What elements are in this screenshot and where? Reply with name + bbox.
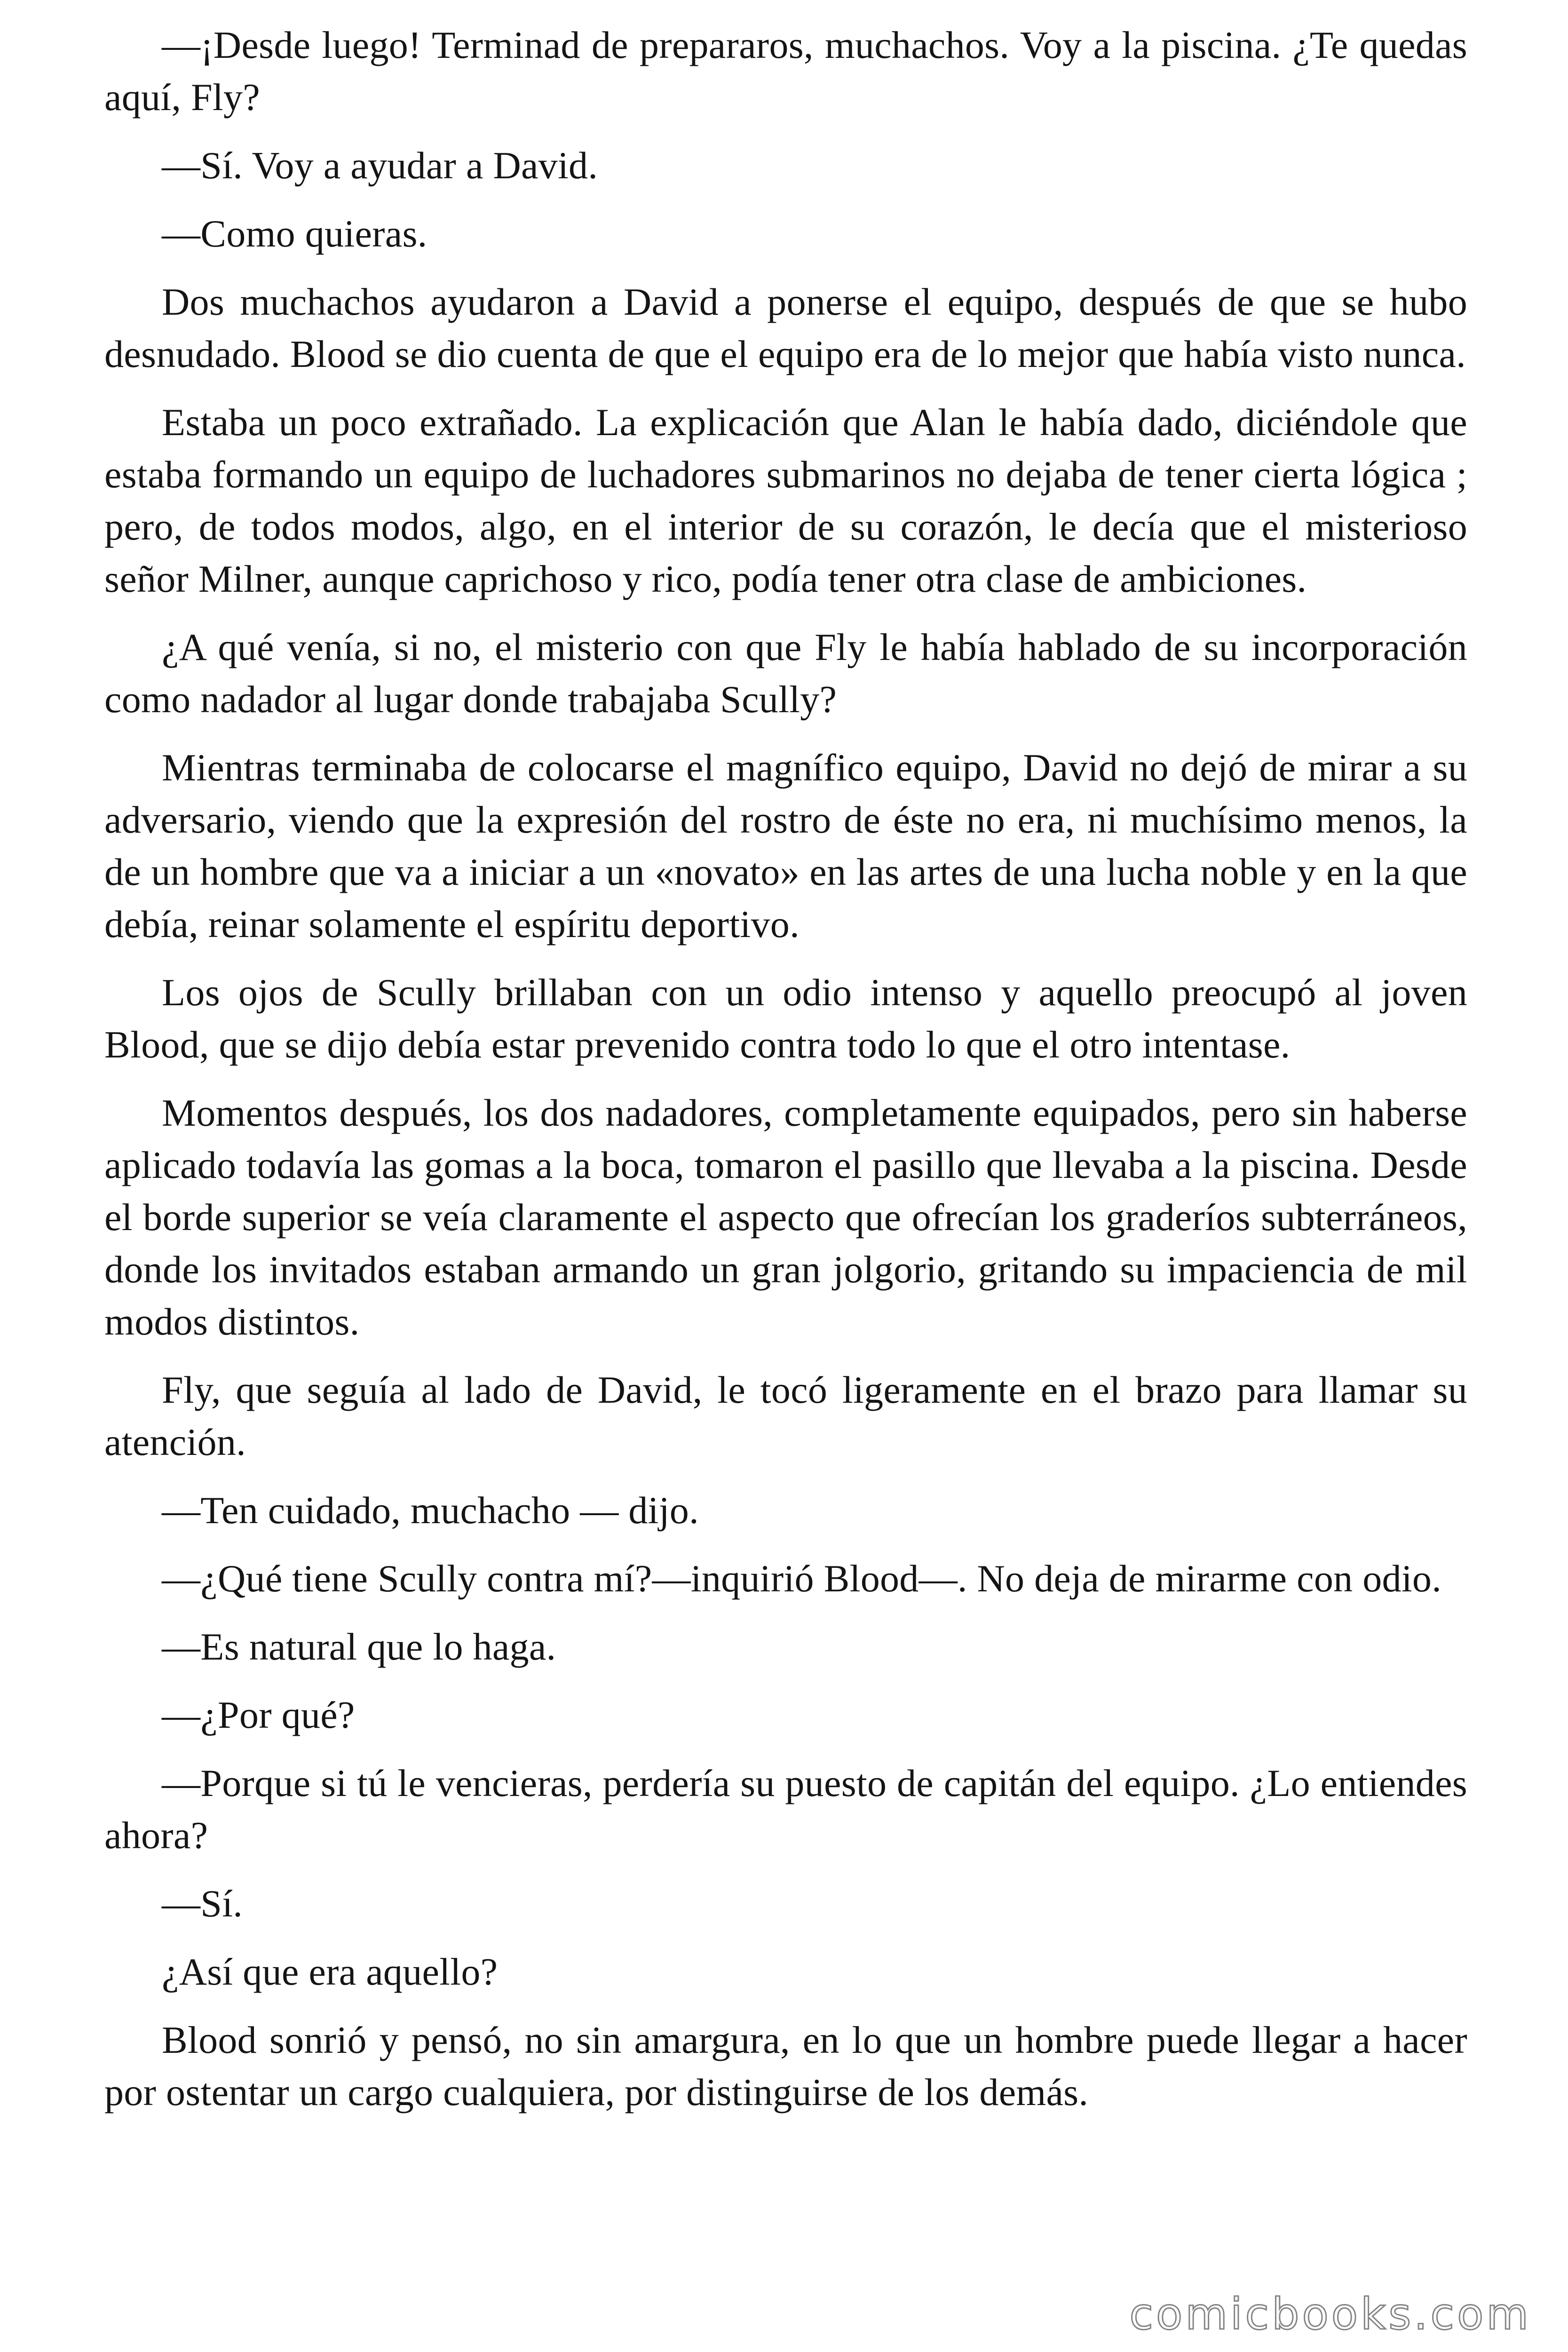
paragraph-8: Los ojos de Scully brillaban con un odio intenso y aquello preocupó al joven Blood, que se dijo debía estar prevenido contra todo lo que el otro intentase. [104,971,1467,1066]
paragraph-17: ¿Así que era aquello? [162,1950,498,1993]
paragraph-14: —¿Por qué? [162,1693,355,1736]
paragraph-16: —Sí. [162,1882,243,1925]
paragraph-15: —Porque si tú le vencieras, perdería su puesto de capitán del equipo. ¿Lo entiendes ahora? [104,1762,1467,1857]
paragraph-2: —Sí. Voy a ayudar a David. [162,144,598,187]
paragraph-6: ¿A qué venía, si no, el misterio con que Fly le había hablado de su incorporación como nadador al lugar donde trabajaba Scully? [104,626,1467,721]
paragraph-3: —Como quieras. [162,212,428,255]
book-page [104,19,1467,2134]
site-watermark: comicbooks.com [1129,2289,1531,2339]
paragraph-11: —Ten cuidado, muchacho — dijo. [162,1489,699,1532]
paragraph-10: Fly, que seguía al lado de David, le tocó ligeramente en el brazo para llamar su atención. [104,1368,1467,1463]
paragraph-12: —¿Qué tiene Scully contra mí?—inquirió Blood—. No deja de mirarme con odio. [162,1557,1442,1600]
paragraph-5: Estaba un poco extrañado. La explicación que Alan le había dado, diciéndole que estaba formando un equipo de luchadores submarinos no dejaba de tener cierta lógica ; pero, de todos modos, algo, en el interior de su corazón, le decía que el misterioso señor Milner, aunque caprichoso y rico, podía tener otra clase de ambiciones. [104,401,1467,600]
paragraph-9: Momentos después, los dos nadadores, completamente equipados, pero sin haberse aplicado todavía las gomas a la boca, tomaron el pasillo que llevaba a la piscina. Desde el borde superior se veía claramente el aspecto que ofrecían los graderíos subterráneos, donde los invitados estaban armando un gran jolgorio, gritando su impaciencia de mil modos distintos. [104,1091,1467,1343]
paragraph-13: —Es natural que lo haga. [162,1625,556,1668]
paragraph-4: Dos muchachos ayudaron a David a ponerse el equipo, después de que se hubo desnudado. Blood se dio cuenta de que el equipo era de lo mejor que había visto nunca. [104,280,1467,375]
paragraph-7: Mientras terminaba de colocarse el magnífico equipo, David no dejó de mirar a su adversario, viendo que la expresión del rostro de éste no era, ni muchísimo menos, la de un hombre que va a iniciar a un «novato» en las artes de una lucha noble y en la que debía, reinar solamente el espíritu deportivo. [104,746,1467,946]
paragraph-1: —¡Desde luego! Terminad de prepararos, muchachos. Voy a la piscina. ¿Te quedas aquí, Fly? [104,24,1467,119]
paragraph-18: Blood sonrió y pensó, no sin amargura, en lo que un hombre puede llegar a hacer por ostentar un cargo cualquiera, por distinguirse de los demás. [104,2018,1467,2114]
